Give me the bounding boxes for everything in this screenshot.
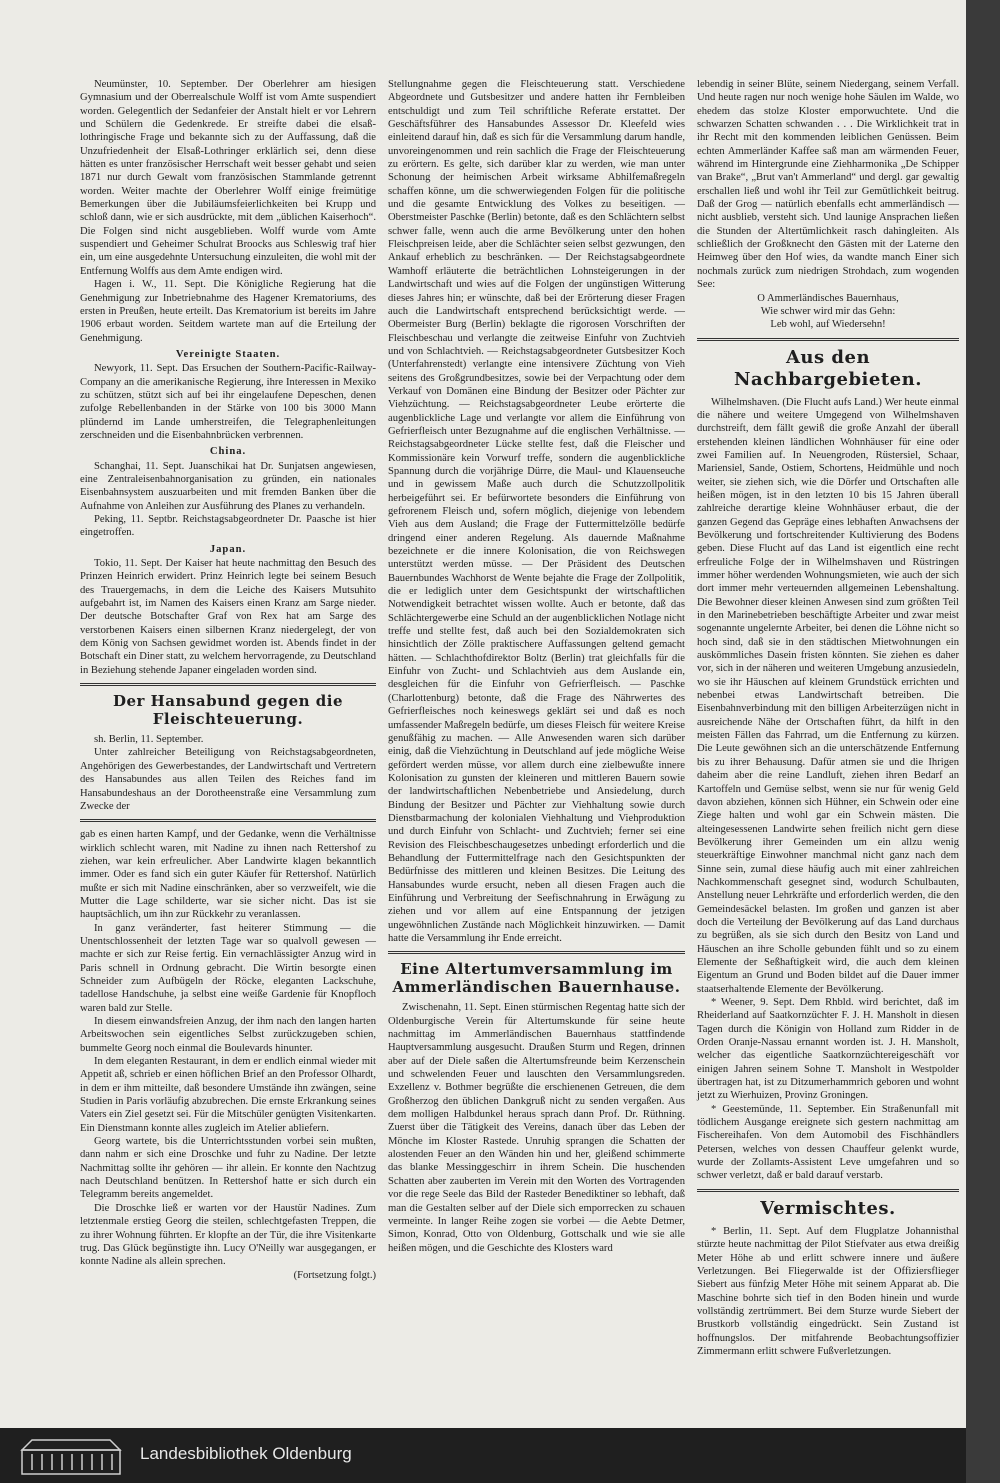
- feuilleton-text-6: Die Droschke ließ er warten vor der Haustür Nadines. Zum letztenmale erstieg Georg die steilen, schlechtgefasten Treppen, die zu ihrer Wohnung führten. Er klopfte an der Tür, die ihre Visitenkarte trug. Das Glück begünstigte ihn. Lucy O'Neilly war ausgegangen, er konnte Nadine als allein sprechen.: [80, 1202, 376, 1268]
- library-building-icon: [20, 1436, 122, 1476]
- article-tokio: Tokio, 11. Sept. Der Kaiser hat heute nachmittag den Besuch des Prinzen Heinrich erwidert. Prinz Heinrich legte bei seinem Besuch des Trauergemachs, in dem die Leiche des Kaisers Mutsuhito aufgebahrt ist, im Namen des Kaisers einen Kranz am Sarge nieder. Der deutsche Botschafter Graf von Rex hat am Sarge des verstorbenen Kaisers einen silbernen Kranz niedergelegt, der von dem König von Sachsen gewidmet worden ist. Abends findet in der Botschaft ein Diner statt, zu welchem hervorragende, zu Deutschland in Beziehung stehende Japaner eingeladen worden sind.: [80, 558, 376, 676]
- continuation-note: (Fortsetzung folgt.): [293, 1269, 376, 1281]
- feuilleton-text-4: In dem eleganten Restaurant, in dem er endlich einmal wieder mit Appetit aß, schrieb er einen höflichen Brief an den Professor Olhardt, in dem er ihm mitteilte, daß besondere Umstände ihn zwängen, seine Studien in Paris vorläufig abzubrechen. Die ernste Erkrankung seines Vaters ein Ziel gesetzt sei. Für die Mitschüler genügten Visitenkarten. Ein Dienstmann konnte alles zugleich im Atelier abliefern.: [80, 1056, 376, 1134]
- library-name: Landesbibliothek Oldenburg: [140, 1444, 352, 1463]
- divider: [388, 951, 685, 954]
- article-schanghai: Schanghai, 11. Sept. Juanschikai hat Dr. Sunjatsen angewiesen, eine Zentraleisenbahnorganisation zu gründen, ein nationales Eisenbahnsystem auszuarbeiten und mit fremden Banken über die Aufnahme von Anleihen zur Ausführung des Planes zu verhandeln.: [80, 460, 376, 512]
- column-3: [697, 78, 959, 1358]
- divider: [697, 1189, 959, 1192]
- footer-bar: [0, 1428, 966, 1483]
- article-neumuenster: Neumünster, 10. September. Der Oberlehrer am hiesigen Gymnasium und der Oberrealschule Wolff ist vom Amte suspendiert worden. Gelegentlich der Sedanfeier der Anstalt hielt er vor Lehrern und Schülern die Gedenkrede. Er streifte dabei die elsaß-lothringische Frage und bekannte sich zu der Auffassung, daß die Unzufriedenheit der Elsaß-Lothringer erklärlich sei, denn diese hätten es unter französischer Herrschaft weit besser gehabt und seien 1871 nur durch Gewalt vom französischen Stammlande getrennt worden. Weiter machte der Oberlehrer Wolff einige freimütige Bemerkungen über die Jubiläumsfeierlichkeiten bei Krupp und schloß dann, wie er sich ausdrückte, mit dem „üblichen Kaiserhoch“. Die Folgen sind nicht ausgeblieben. Wolff wurde vom Amte suspendiert und Geheimer Schulrat Broocks aus Schleswig traf hier ein, um eine ausgedehnte Untersuchung einzuleiten, die wohl mit der Entfernung Wolffs aus dem Amte endigen wird.: [80, 79, 376, 277]
- article-hagen: Hagen i. W., 11. Sept. Die Königliche Regierung hat die Genehmigung zur Inbetriebnahme des Hagener Krematoriums, des ersten in Preußen, heute erteilt. Das Krematorium ist bereits im Jahre 1906 erbaut worden. Seitdem wartete man auf die Erteilung der Genehmigung.: [80, 279, 376, 344]
- article-weener: * Weener, 9. Sept. Dem Rhbld. wird berichtet, daß im Rheiderland auf Saatkornzüchter F. J. H. Mansholt in diesen Tagen durch die Königin von Holland zum Ridder in de Orden Oranje-Nassau ernannt worden ist. J. H. Mansholt, welcher das eigentliche Saatkornzüchtereigeschäft vor einigen Jahren seinem Sohne T. Mansholt in Westpolder übertragen hat, ist zu Ditzumerhammrich geboren und wohnt jetzt zu Wierhuizen, Provinz Groningen.: [697, 997, 959, 1102]
- section-heading-usa: Vereinigte Staaten.: [175, 348, 281, 360]
- article-zwischenahn-cont: lebendig in seiner Blüte, seinem Niedergang, seinem Verfall. Und heute ragen nur noch wenige hohe Säulen im Walde, wo ehedem das stolze Kloster emporwuchtete. Und die schwarzen Schatten schwanden . . . Die Wirklichkeit trat in ihr Recht mit den kommenden leiblichen Genüssen. Beim echten Ammerländer Kaffee saß man am wärmenden Feuer, während im Hintergrunde eine Ziehharmonika „De Schipper van Brake“, „Brut van't Ammerland“ und dergl. gar gewaltig erschallen ließ und wohl ihr Teil zur Gemütlichkeit beitrug. Daß der Grog — natürlich ebenfalls echt ammerländisch — nicht ausblieb, versteht sich. Und launige Ansprachen ließen die Stunden der Altertümlichkeit rasch dahingleiten. Als schließlich der Großknecht den Gästen mit der Laterne den Heimweg über den Hof wies, da wandte manch Einer sich nochmals zurück zum niedrigen Strohdach, zum wogenden See:: [697, 79, 959, 291]
- feuilleton-text-5: Georg wartete, bis die Unterrichtsstunden vorbei sein mußten, dann nahm er sich eine Droschke und fuhr zu Nadine. Der letzte Nachmittag sollte ihr gehören — ihr allein. Er konnte den Nachtzug nach Deutschland benützen. In Rettershof hatte er sich durch ein Telegramm bereits angemeldet.: [80, 1136, 376, 1201]
- article-peking: Peking, 11. Septbr. Reichstagsabgeordneter Dr. Paasche ist hier eingetroffen.: [80, 514, 376, 539]
- article-wilhelmshaven: Wilhelmshaven. (Die Flucht aufs Land.) Wer heute einmal die nähere und weitere Umgegend von Wilhelmshaven durchstreift, dem fällt gewiß die große Anzahl der überall erstehenden kleinen ländlichen Wohnhäuser für eine oder zwei Familien auf. In Neuengroden, Rüstersiel, Schaar, Mariensiel, Sande, Ostiem, Schortens, Heidmühle und noch weiter, sie ziehen sich, wie die Dörfer und Ortschaften alle heißen mögen, ist in den letzten 10 bis 15 Jahren überall zahlreiche derartige kleine Wohnhäuser erbaut, die der ganzen Gegend das Gepräge eines lebhaften Anwachsens der Bevölkerung und fortschreitender Kultivierung des Bodens geben. Diese Flucht auf das Land ist eigentlich eine recht erfreuliche Folge der in Wilhelmshaven und Rüstringen immer höher werdenden Wohnungsmieten, wie auch der sich dort immer mehr verteuernden allgemeinen Lebenshaltung. Die Bewohner dieser kleinen Anwesen sind zum größten Teil in den Marinebetrieben beschäftigte Arbeiter und zwar meist sogenannte ungelernte Arbeiter, bei denen die Löhne nicht so hoch sind, daß sie in den städtischen Mietwohnungen ein auskömmliches Dasein fristen könnten. Sie ziehen es daher vor, sich in der näheren und weiteren Umgebung anzusiedeln, wo sie ihr Häuschen auf kleinem Grundstück errichten und nebenbei etwas Landwirtschaft betreiben. Die Eisenbahnverbindung mit den billigen Arbeiterzügen nicht in ausreichende Nähe der Ortschaften führt, da hilft in den meisten Fällen das Fahrrad, um die Entfernung zu kürzen. Die Leute gewöhnen sich an die unterschätzende Entfernung bis zu ihrer Behausung. Dafür atmen sie und die Ihrigen daheim aber die reine Landluft, ziehen ihren Bedarf an Kartoffeln und Gemüse selbst, wenn sie nur für wenig Geld davon abziehen, können sich Hühner, ein Schwein oder eine Ziege halten und wohl gar ein Schwein mästen. Die alteingesessenen Landwirte sehen freilich nicht gern diese Bevölkerung ihrer Gemeinden um ein allzu wenig steuerkräftige Einwohner manchmal nicht ganz nach dem Sinne sein, zumal diese häufig auch mit einer zahlreichen Nachkommenschaft gesegnet sind, wodurch Schulbauten, Anstellung neuer Lehrkräfte und erforderlich werden, die den Gemeindesäckel belasten. Im großen und ganzen ist aber doch die Verteilung der Bevölkerung auf das Land durchaus zu begrüßen, als sie sich durch den Besitz von Land und Häuschen an ihre Scholle gebunden fühlt und so zu einem Elemente der Seßhaftigkeit wird, die auch dem kleinen Eigentum an Grund und Boden bildet auf die Dauer immer staatserhaltende Elemente der Bevölkerung.: [697, 396, 959, 995]
- section-heading-japan: Japan.: [209, 543, 247, 555]
- article-geestemuende: * Geestemünde, 11. September. Ein Straßenunfall mit tödlichem Ausgange ereignete sich gestern nachmittag am Fischereihafen. Von dem Automobil des Fischhändlers Petersen, welches von dessen Chauffeur gelenkt wurde, wurde der Zollamts-Assistent Leve umgefahren und so schwer verletzt, daß er bald darauf verstarb.: [697, 1103, 959, 1182]
- scan-margin: [966, 0, 1000, 1483]
- article-newyork: Newyork, 11. Sept. Das Ersuchen der Southern-Pacific-Railway-Company an die amerikanische Regierung, ihre Interessen in Mexiko zu schützen, stützt sich auf bei ihr eingelaufene Depeschen, denen zufolge Rebellenbanden in der Stärke von 100 bis 3000 Mann plündernd im Lande umherstreifen, die Telegraphenleitungen zerschneiden und die Eisenbahnbrücken verbrennen.: [80, 363, 376, 441]
- poem-line-2: Wie schwer wird mir das Gehn:: [760, 305, 896, 317]
- column-1: [80, 78, 376, 1282]
- feuilleton-divider: [80, 819, 376, 822]
- feuilleton-text-2: In ganz veränderter, fast heiterer Stimmung — die Unentschlossenheit der letzten Tage war so qualvoll gewesen — machte er sich zur Reise fertig. Ein vernachlässigter Anzug wird in Paris schnell in Ordnung gebracht. Die Wirtin besorgte einen Schneider zum Aufbügeln der Röcke, eleganten Lackschuhe, tadellose Handschuhe, ja selbst eine weiße Gardenie für Knopfloch waren bald zur Stelle.: [80, 922, 376, 1014]
- article-hansabund-cont: Stellungnahme gegen die Fleischteuerung statt. Verschiedene Abgeordnete und Gutsbesitzer und andere hatten ihr Fernbleiben entschuldigt und zum Teil schriftliche Referate erstattet. Der Geschäftsführer des Hansabundes Assessor Dr. Kleefeld wies einleitend darauf hin, daß es sich für die Versammlung darum handle, unvoreingenommen und rein sachlich die Frage der Fleischteuerung zu erörtern. Es gelte, sich darüber klar zu werden, wie man unter Schonung der heimischen Arbeit wirksame Abhilfemaßregeln schaffen könne, um die schwerwiegenden Folgen für die politische und die gesamte Entwicklung des Volkes zu beseitigen. — Oberstmeister Paschke (Berlin) betonte, daß es den Schlächtern selbst schwer falle, wenn auch die arme Bevölkerung unter den hohen Fleischpreisen leide, aber die Schlächter seien selbst gezwungen, den Ankauf erheblich zu beschränken. — Der Reichstagsabgeordnete Wamhoff erläuterte die beträchtlichen Lohnsteigerungen in der Landwirtschaft und wies auf die Folgen der ungünstigen Witterung dieses Jahres hin; er wünschte, daß bei der Erörterung dieser Fragen auch die Landwirtschaft entsprechend berücksichtigt werde. — Obermeister Burg (Berlin) beklagte die rigorosen Vorschriften der Fleischbeschau und verlangte die zeitweise Einfuhr von Zuchtvieh und von Schlachtvieh. — Reichstagsabgeordneter Gutsbesitzer Koch (Unterfahrenstedt) verlangte eine intensivere Züchtung von Vieh seitens des Großgrundbesitzes, sowie bei der Verpachtung oder dem Verkauf von Domänen eine Bindung der Besitzer oder Pächter zur Viehzüchtung. — Reichstagsabgeordneter Leube erörterte die augenblickliche Lage und verlangte vor allem die Einführung von Gefrierfleisch unter Bezugnahme auf die englischen Verhältnisse. — Reichstagsabgeordneter Lücke stellte fest, daß die Fleischer und Kommissionäre kein Vorwurf treffe, sondern die augenblickliche Spannung durch die vorjährige Dürre, die Maul- und Klauenseuche und in gewissem Maße auch durch die Schutzzollpolitik herbeigeführt sei. Er befürwortete besonders die Einführung von gefrorenem Fleisch und, sofern möglich, diejenige von lebendem Vieh aus dem Ausland; die Frage der Futtermittelzölle bedürfe dringend einer anderen Regelung. Als dauernde Maßnahme bezeichnete er die innere Kolonisation, die von Reichswegen unterstützt werden müsse. — Der Präsident des Deutschen Bauernbundes Wachhorst de Wente bejahte die Frage der Zollpolitik, die er lediglich unter dem Gesichtspunkt der wirtschaftlichen Notwendigkeit betrachtet wissen wollte. Auch er betonte, daß das Schlächtergewerbe eine Schuld an der augenblicklichen Notlage nicht treffe und stellte fest, daß auch bei den Sozialdemokraten sich hinsichtlich der Zölle praktischere Auffassungen geltend gemacht hätten. — Schlachthofdirektor Boltz (Berlin) trat gleichfalls für die Einfuhr von Zucht- und Schlachtvieh aus dem Auslande ein, desgleichen für die Einfuhr von Gefrierfleisch. — Paschke (Charlottenburg) betonte, daß die Frage des Nährwertes des Gefrierfleisches noch keineswegs geklärt sei und daß es noch umfassender Maßregeln bedürfe, um dieses Fleisch für weitere Kreise genußfähig zu machen. — Alle Anwesenden waren sich darüber einig, daß die Viehzüchtung in Deutschland auf jede mögliche Weise gefördert werden müsse, vor allem durch eine zielbewußte innere Kolonisation zu gunsten der kleineren und mittleren Bauern sowie der landwirtschaftlichen Nebenbetriebe und Ansiedelung, durch Bindung der Besitzer und Pächter zur Viehhaltung sowie durch Dienstbarmachung der kolonialen Viehhaltung und Viehproduktion und durch Einfuhr von Schlacht- und Zuchtvieh; ferner sei eine Revision des Fleischbeschaugesetzes unbedingt erforderlich und die Behandlung der Futtermittelfrage nach den Gesichtspunkten der Bedürfnisse des mittleren und kleinen Besitzes. Die Leitung des Hansabundes wurde ersucht, neben all diesen Fragen auch die Einführung und Verbreitung der Seefischnahrung in Erwägung zu ziehen und vor allem auf eine Entspannung der jetzigen ungewöhnlichen Zustände nach Möglichkeit hinzuwirken. — Damit hatte die Versammlung ihr Ende erreicht.: [388, 79, 685, 944]
- column-2: [388, 78, 685, 1255]
- dateline-berlin: sh. Berlin, 11. September.: [94, 734, 204, 746]
- divider: [80, 683, 376, 686]
- headline-hansabund: Der Hansabund gegen die Fleischteuerung.: [112, 692, 344, 729]
- headline-vermischtes: Vermischtes.: [760, 1197, 896, 1219]
- article-zwischenahn: Zwischenahn, 11. Sept. Einen stürmischen Regentag hatte sich der Oldenburgische Verein für Altertumskunde für seine heute nachmittag im Ammerländischen Bauernhaus stattfindende Hauptversammlung ausgesucht. Draußen Sturm und Regen, drinnen aber auf der Diele saßen die Altertumsfreunde beim Kerzenschein und schwelenden Feuer und lauschten den Versammlungsreden. Exzellenz v. Bothmer begrüßte die erschienenen Getreuen, die dem Großherzog den üblichen Dankgruß nicht zu senden vergaßen. Aus dem molligen Halbdunkel heraus sprach dann Prof. Dr. Rüthning. Zuerst über die Tätigkeit des Vereins, danach über das Leben der Mönche im Kloster Rastede. Unruhig sprangen die Schatten der alostenden Feuer an den Wänden hin und her, gleißend schimmerte das blanke Messinggeschirr in ihrem Schein. Die huschenden Schatten aber zauberten im Verein mit den Worten des Vortragenden vor die rege Seele das Bild der Rasteder Benediktiner so lebhaft, daß man die Gestalten selber auf der Diele sich emporrecken zu schauen vermeinte. In langer Reihe zogen sie vorbei — die Aebte Detmer, Simon, Konrad, Otto von Oldenburg, Gottschalk und wie sie alle heißen mögen, und die Geschichte des Klosters ward: [388, 1002, 685, 1254]
- article-hansabund-start: Unter zahlreicher Beteiligung von Reichstagsabgeordneten, Angehörigen des Gewerbestandes, der Landwirtschaft und Vertretern des Hansabundes aus allen Teilen des Reiches fand im Hansabundeshaus an der Dorotheenstraße eine Versammlung zum Zwecke der: [80, 747, 376, 812]
- article-berlin-flug: * Berlin, 11. Sept. Auf dem Flugplatze Johannisthal stürzte heute nachmittag der Pilot Stiefvater aus etwa dreißig Meter Höhe ab und erlitt schwere innere und äußere Verletzungen. Bei Fliegerwalde ist der Offiziersflieger Siebert aus fünfzig Meter Höhe mit seinem Apparat ab. Die Maschine bohrte sich tief in den Boden hinein und wurde vollständig zertrümmert. Bei dem Sturze wurde Siebert der Brustkorb vollständig eingedrückt. Sein Zustand ist hoffnungslos. Der mitfahrende Beobachtungsoffizier Zimmermann erlitt schwere Fußverletzungen.: [697, 1225, 959, 1357]
- poem-line-3: Leb wohl, auf Wiedersehn!: [770, 319, 886, 331]
- feuilleton-text-1: gab es einen harten Kampf, und der Gedanke, wenn die Verhältnisse wirklich schlecht waren, mit Nadine zu ihnen nach Rettershof zu ziehen, war kein erfreulicher. Aber Landwirte klagen bekanntlich immer. Oder es fand sich ein guter Käufer für Rettershof. Natürlich mußte er sich mit Nadine einschränken, aber so verzweifelt, wie die Mutter die Lage schilderte, war sie sicher nicht. Das ist sie hauptsächlich, um ihn zur Rückkehr zu veranlassen.: [80, 829, 376, 921]
- headline-altertum: Eine Altertumversammlung im Ammerländischen Bauernhause.: [392, 960, 681, 997]
- section-heading-china: China.: [209, 446, 247, 458]
- headline-nachbargebiete: Aus den Nachbargebieten.: [734, 346, 922, 390]
- divider: [697, 338, 959, 341]
- poem-line-1: O Ammerländisches Bauernhaus,: [757, 292, 899, 304]
- feuilleton-text-3: In diesem einwandsfreien Anzug, der ihm nach den langen harten Arbeitswochen sein eigentliches Selbst zurückzugeben schien, bummelte Georg noch einmal die Boulevards hinunter.: [80, 1016, 376, 1054]
